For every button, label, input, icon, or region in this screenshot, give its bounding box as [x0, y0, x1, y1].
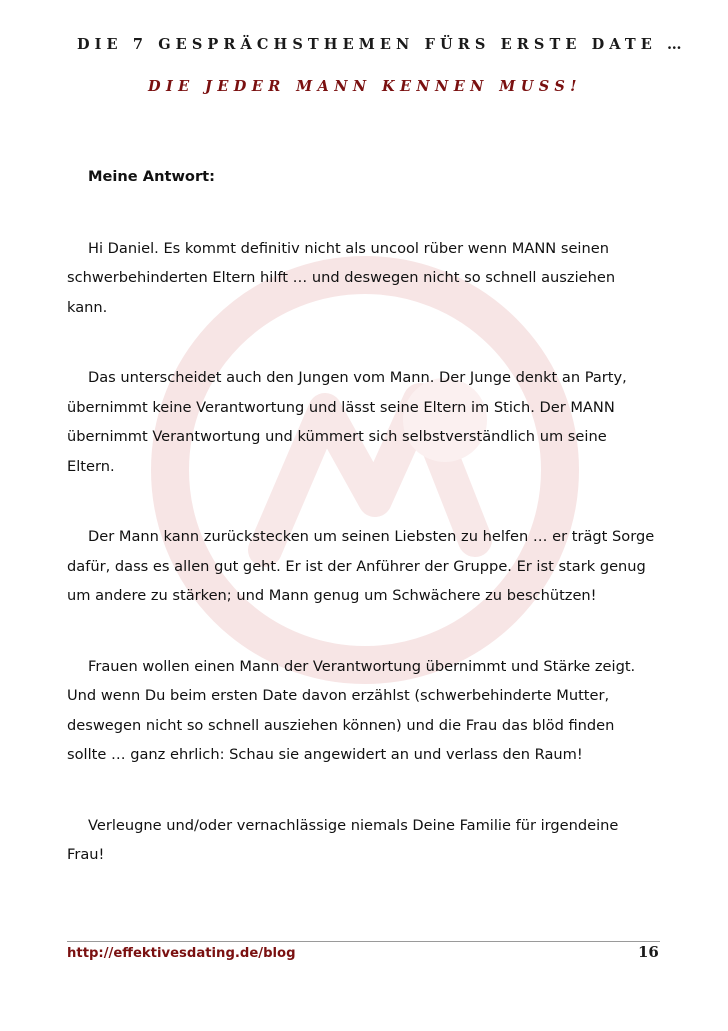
page-number: 16 — [638, 943, 659, 961]
document-body — [67, 162, 667, 911]
paragraph-1: Hi Daniel. Es kommt definitiv nicht als uncool rüber wenn MANN seinen schwerbehinderten Eltern hilft … und deswegen nicht so schnell ausziehen kann. — [67, 239, 616, 316]
paragraph-3: Der Mann kann zurückstecken um seinen Liebsten zu helfen … er trägt Sorge dafür, dass es allen gut geht. Er ist der Anführer der Gruppe. Er ist stark genug um andere zu stärken; und Mann genug um Schwächere zu beschützen! — [67, 528, 655, 604]
header-title: DIE 7 GESPRÄCHSTHEMEN FÜRS ERSTE DATE … — [77, 36, 687, 53]
paragraph-4: Frauen wollen einen Mann der Verantwortung übernimmt und Stärke zeigt. Und wenn Du beim ersten Date davon erzählst (schwerbehinderte Mutter, deswegen nicht so schnell ausziehen können) und die Frau das blöd finden sollte … ganz ehrlich: Schau sie angewidert an und verlass den Raum! — [67, 657, 636, 763]
paragraph-2: Das unterscheidet auch den Jungen vom Mann. Der Junge denkt an Party, übernimmt keine Verantwortung und lässt seine Eltern im Stich. Der MANN übernimmt Verantwortung und kümmert sich selbstverständlich um seine Eltern. — [67, 369, 627, 475]
header-subtitle: DIE JEDER MANN KENNEN MUSS! — [148, 78, 582, 95]
paragraph-5: Verleugne und/oder vernachlässige niemals Deine Familie für irgendeine Frau! — [67, 816, 619, 863]
answer-heading: Meine Antwort: — [88, 168, 215, 185]
footer-blog-link[interactable]: http://effektivesdating.de/blog — [67, 946, 296, 961]
footer-divider — [67, 941, 660, 942]
